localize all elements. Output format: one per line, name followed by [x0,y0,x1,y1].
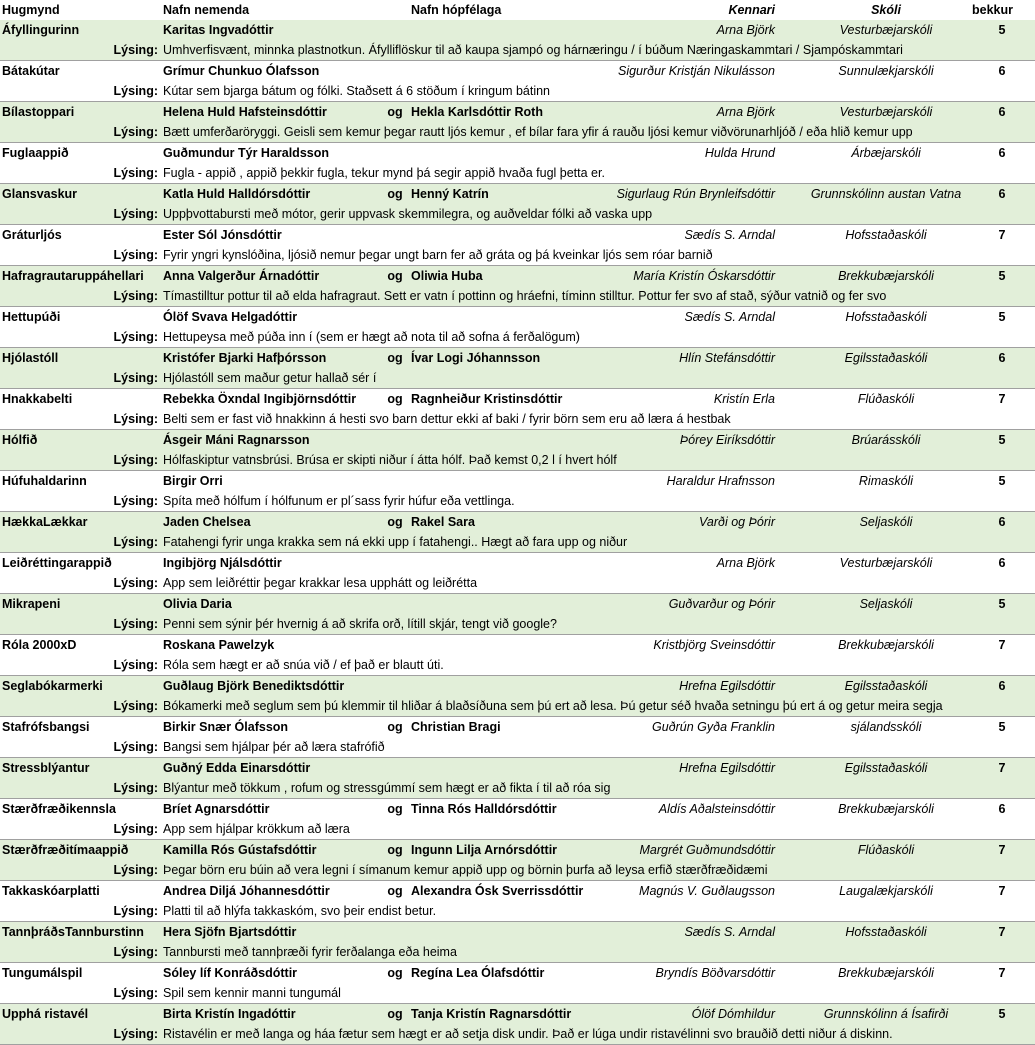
description-text: Ristavélin er með langa og háa fætur sem hægt er að setja disk undir. Það er lúga undir ristavélinni svo brauðið detti niður á diskinn. [163,1027,893,1041]
table-row [0,799,1035,840]
table-row [0,1004,1035,1045]
description-text: Belti sem er fast við hnakkinn á hesti svo barn dettur ekki af baki / fyrir börn sem eru að læra á hestbak [163,412,731,426]
description-label: Lýsing: [113,945,158,959]
table-row [0,471,1035,512]
description-text: Bætt umferðaröryggi. Geisli sem kemur þegar rautt ljós kemur , ef bílar fara yfir á rauðu ljósi kemur viðvörunarhljóð / eða hlið kemur upp [163,125,913,139]
description-text: Fatahengi fyrir unga krakka sem ná ekki upp í fatahengi.. Hægt að fara upp og niður [163,535,628,549]
teacher-name: Sigurlaug Rún Brynleifsdóttir [616,187,775,201]
description-label: Lýsing: [113,863,158,877]
description-text: Fugla - appið , appið þekkir fugla, tekur mynd þá segir appið hvaða fugl þetta er. [163,166,605,180]
school-name: Hofsstaðaskóli [845,925,927,939]
table-row [0,184,1035,225]
teacher-name: Sædís S. Arndal [684,925,775,939]
table-row [0,512,1035,553]
table-row [0,20,1035,61]
school-name: Brekkubæjarskóli [838,638,934,652]
description-label: Lýsing: [113,494,158,508]
description-text: Spíta með hólfum í hólfunum er pl´sass fyrir húfur eða vettlinga. [163,494,515,508]
header-grade: bekkur [972,3,1013,17]
student-name: Ásgeir Máni Ragnarsson [163,433,310,447]
partner-name: Tanja Kristín Ragnarsdóttir [411,1007,572,1021]
idea-name: Bílastoppari [2,105,75,119]
school-name: Grunnskólinn á Ísafirði [823,1007,949,1021]
teacher-name: Sigurður Kristján Nikulásson [617,64,775,78]
teacher-name: Magnús V. Guðlaugsson [639,884,775,898]
grade-value: 5 [998,1007,1006,1021]
student-name: Kamilla Rós Gústafsdóttir [163,843,317,857]
student-name: Guðný Edda Einarsdóttir [163,761,311,775]
idea-name: Glansvaskur [2,187,78,201]
description-text: Fyrir yngri kynslóðina, ljósið nemur þegar ungt barn fer að gráta og þá kveinkar ljós sem róar barnið [163,248,713,262]
table-row [0,389,1035,430]
idea-name: Gráturljós [2,228,62,242]
grade-value: 6 [998,556,1006,570]
description-label: Lýsing: [113,781,158,795]
student-name: Bríet Agnarsdóttir [163,802,270,816]
header-idea: Hugmynd [2,3,60,17]
school-name: Flúðaskóli [857,843,915,857]
teacher-name: Guðrún Gyða Franklin [652,720,775,734]
table-row [0,348,1035,389]
partner-name: Hekla Karlsdóttir Roth [411,105,543,119]
student-name: Birkir Snær Ólafsson [163,720,289,734]
description-label: Lýsing: [113,248,158,262]
partner-name: Oliwia Huba [411,269,483,283]
description-text: Róla sem hægt er að snúa við / ef það er blautt úti. [163,658,444,672]
description-label: Lýsing: [113,822,158,836]
grade-value: 5 [998,269,1006,283]
description-text: Þegar börn eru búin að vera legni í símanum kemur appið upp og börnin þurfa að leysa erfið stærðfræðidæmi [163,863,768,877]
school-name: Hofsstaðaskóli [845,310,927,324]
grade-value: 7 [998,966,1006,980]
table-row [0,143,1035,184]
description-text: Bangsi sem hjálpar þér að læra stafrófið [163,740,385,754]
description-label: Lýsing: [113,371,158,385]
description-text: Hettupeysa með púða inn í (sem er hægt að nota til að sofna á ferðalögum) [163,330,580,344]
description-label: Lýsing: [113,658,158,672]
header-student: Nafn nemenda [163,3,250,17]
description-label: Lýsing: [113,904,158,918]
description-text: Uppþvottabursti með mótor, gerir uppvask skemmilegra, og auðveldar fólki að vaska upp [163,207,653,221]
and-label: og [387,269,403,283]
school-name: Seljaskóli [859,597,913,611]
description-label: Lýsing: [113,166,158,180]
school-name: Brekkubæjarskóli [838,966,934,980]
school-name: Brúarásskóli [851,433,921,447]
grade-value: 6 [998,351,1006,365]
teacher-name: Sædís S. Arndal [684,310,775,324]
idea-name: Hólfið [2,433,38,447]
table-row [0,758,1035,799]
description-text: Tannbursti með tannþræði fyrir ferðalanga eða heima [163,945,457,959]
teacher-name: Þórey Eiríksdóttir [679,433,775,447]
description-text: Hólfaskiptur vatnsbrúsi. Brúsa er skipti niður í átta hólf. Það kemst 0,2 l í hvert hólf [163,453,617,467]
table-row [0,266,1035,307]
school-name: Egilsstaðaskóli [844,679,928,693]
grade-value: 6 [998,679,1006,693]
teacher-name: Hulda Hrund [704,146,775,160]
idea-name: Upphá ristavél [2,1007,89,1021]
grade-value: 7 [998,638,1006,652]
table-row [0,840,1035,881]
idea-name: HækkaLækkar [2,515,88,529]
and-label: og [387,515,403,529]
teacher-name: Bryndís Böðvarsdóttir [655,966,775,980]
partner-name: Ragnheiður Kristinsdóttir [411,392,563,406]
teacher-name: Hlín Stefánsdóttir [679,351,775,365]
teacher-name: Varði og Þórir [699,515,775,529]
teacher-name: Hrefna Egilsdóttir [679,761,775,775]
idea-name: Róla 2000xD [2,638,77,652]
idea-name: Hnakkabelti [2,392,73,406]
teacher-name: Aldís Aðalsteinsdóttir [658,802,775,816]
idea-name: Hjólastóll [2,351,59,365]
student-name: Guðmundur Týr Haraldsson [163,146,329,160]
idea-name: Leiðréttingarappið [2,556,112,570]
description-label: Lýsing: [113,535,158,549]
description-text: Blýantur með tökkum , rofum og stressgúmmí sem hægt er að fikta í til að róa sig [163,781,611,795]
student-name: Guðlaug Björk Benediktsdóttir [163,679,345,693]
student-name: Katla Huld Halldórsdóttir [163,187,311,201]
table-row [0,225,1035,266]
school-name: Seljaskóli [859,515,913,529]
teacher-name: Kristbjörg Sveinsdóttir [653,638,775,652]
grade-value: 5 [998,597,1006,611]
student-name: Ester Sól Jónsdóttir [163,228,282,242]
school-name: Egilsstaðaskóli [844,761,928,775]
school-name: Grunnskólinn austan Vatna [810,187,962,201]
partner-name: Alexandra Ósk Sverrissdóttir [411,884,584,898]
and-label: og [387,843,403,857]
student-name: Birgir Orri [163,474,223,488]
table-row [0,635,1035,676]
grade-value: 6 [998,146,1006,160]
description-text: Umhverfisvænt, minnka plastnotkun. Áfylliflöskur til að kaupa sjampó og hárnæringu / í búðum Næringaskammtari / Sjampóskammtari [163,43,903,57]
school-name: sjálandsskóli [850,720,922,734]
school-name: Brekkubæjarskóli [838,269,934,283]
partner-name: Regína Lea Ólafsdóttir [411,966,545,980]
idea-name: Húfuhaldarinn [2,474,87,488]
grade-value: 6 [998,802,1006,816]
header-row [0,0,1035,20]
description-text: App sem hjálpar krökkum að læra [163,822,350,836]
idea-name: Hettupúði [2,310,61,324]
and-label: og [387,884,403,898]
description-label: Lýsing: [113,84,158,98]
student-name: Helena Huld Hafsteinsdóttir [163,105,327,119]
student-name: Sóley líf Konráðsdóttir [163,966,298,980]
teacher-name: Margrét Guðmundsdóttir [639,843,775,857]
idea-name: Tungumálspil [2,966,83,980]
description-text: Penni sem sýnir þér hvernig á að skrifa orð, lítill skjár, tengt við google? [163,617,557,631]
student-name: Rebekka Öxndal Ingibjörnsdóttir [163,392,357,406]
school-name: Flúðaskóli [857,392,915,406]
student-name: Hera Sjöfn Bjartsdóttir [163,925,297,939]
table-row [0,307,1035,348]
school-name: Vesturbæjarskóli [839,23,933,37]
and-label: og [387,802,403,816]
school-name: Vesturbæjarskóli [839,556,933,570]
partner-name: Ingunn Lilja Arnórsdóttir [411,843,558,857]
idea-name: Hafragrautaruppáhellari [2,269,144,283]
student-name: Kristófer Bjarki Hafþórsson [163,351,327,365]
grade-value: 6 [998,187,1006,201]
description-label: Lýsing: [113,207,158,221]
grade-value: 7 [998,228,1006,242]
table-row [0,102,1035,143]
grade-value: 7 [998,884,1006,898]
student-name: Ingibjörg Njálsdóttir [163,556,282,570]
student-name: Olivia Daria [163,597,232,611]
school-name: Laugalækjarskóli [839,884,933,898]
school-name: Árbæjarskóli [851,146,921,160]
and-label: og [387,187,403,201]
school-name: Egilsstaðaskóli [844,351,928,365]
table-row [0,717,1035,758]
partner-name: Rakel Sara [411,515,475,529]
partner-name: Henný Katrín [411,187,489,201]
partner-name: Ívar Logi Jóhannsson [411,351,541,365]
grade-value: 7 [998,925,1006,939]
description-text: Hjólastóll sem maður getur hallað sér í [163,371,377,385]
description-label: Lýsing: [113,617,158,631]
description-text: Spil sem kennir manni tungumál [163,986,341,1000]
teacher-name: María Kristín Óskarsdóttir [633,269,775,283]
teacher-name: Hrefna Egilsdóttir [679,679,775,693]
table-row [0,430,1035,471]
description-label: Lýsing: [113,453,158,467]
idea-name: Takkaskóarplatti [2,884,100,898]
student-name: Andrea Diljá Jóhannesdóttir [163,884,330,898]
description-label: Lýsing: [113,1027,158,1041]
table-row [0,963,1035,1004]
description-label: Lýsing: [113,576,158,590]
and-label: og [387,392,403,406]
table-row [0,553,1035,594]
teacher-name: Arna Björk [716,23,775,37]
table-row [0,676,1035,717]
header-group: Nafn hópfélaga [411,3,502,17]
student-name: Anna Valgerður Árnadóttir [163,269,320,283]
entries-list [0,20,1035,1045]
idea-name: Seglabókarmerki [2,679,103,693]
school-name: Hofsstaðaskóli [845,228,927,242]
idea-name: Stressblýantur [2,761,90,775]
grade-value: 7 [998,843,1006,857]
and-label: og [387,966,403,980]
table-row [0,61,1035,102]
idea-name: Bátakútar [2,64,60,78]
grade-value: 5 [998,720,1006,734]
student-name: Grímur Chunkuo Ólafsson [163,64,320,78]
school-name: Vesturbæjarskóli [839,105,933,119]
description-label: Lýsing: [113,330,158,344]
description-text: Tímastilltur pottur til að elda hafragraut. Sett er vatn í pottinn og hráefni, tíminn stilltur. Pottur fer svo af stað, sýður vatnið og fer svo [163,289,887,303]
school-name: Rimaskóli [858,474,914,488]
grade-value: 5 [998,23,1006,37]
grade-value: 6 [998,64,1006,78]
student-name: Karitas Ingvadóttir [163,23,274,37]
table-row [0,881,1035,922]
and-label: og [387,105,403,119]
grade-value: 5 [998,474,1006,488]
teacher-name: Arna Björk [716,105,775,119]
school-name: Sunnulækjarskóli [838,64,934,78]
grade-value: 5 [998,310,1006,324]
partner-name: Christian Bragi [411,720,501,734]
teacher-name: Arna Björk [716,556,775,570]
student-name: Roskana Pawelzyk [163,638,275,652]
description-label: Lýsing: [113,740,158,754]
idea-name: Stærðfræðikennsla [2,802,116,816]
partner-name: Tinna Rós Halldórsdóttir [411,802,557,816]
table-row [0,594,1035,635]
and-label: og [387,720,403,734]
teacher-name: Sædís S. Arndal [684,228,775,242]
school-name: Brekkubæjarskóli [838,802,934,816]
and-label: og [387,1007,403,1021]
idea-name: Fuglaappið [2,146,69,160]
idea-name: TannþráðsTannburstinn [2,925,144,939]
idea-name: Áfyllingurinn [2,23,80,37]
description-text: App sem leiðréttir þegar krakkar lesa upphátt og leiðrétta [163,576,478,590]
description-label: Lýsing: [113,289,158,303]
description-text: Bókamerki með seglum sem þú klemmir til hliðar á blaðsíðuna sem þú ert að lesa. Þú getur séð hvaða setningu þú ert á og getur meira segja [163,699,943,713]
table-row [0,922,1035,963]
idea-name: Stærðfræðitímaappið [2,843,129,857]
teacher-name: Haraldur Hrafnsson [666,474,775,488]
teacher-name: Kristín Erla [713,392,775,406]
teacher-name: Ólöf Dómhildur [691,1007,775,1021]
idea-name: Stafrófsbangsi [2,720,90,734]
grade-value: 7 [998,761,1006,775]
grade-value: 7 [998,392,1006,406]
student-name: Jaden Chelsea [163,515,251,529]
description-label: Lýsing: [113,699,158,713]
student-name: Birta Kristín Ingadóttir [163,1007,296,1021]
description-label: Lýsing: [113,986,158,1000]
description-label: Lýsing: [113,125,158,139]
and-label: og [387,351,403,365]
grade-value: 5 [998,433,1006,447]
teacher-name: Guðvarður og Þórir [668,597,775,611]
description-label: Lýsing: [113,43,158,57]
description-label: Lýsing: [113,412,158,426]
header-school: Skóli [871,3,901,17]
idea-name: Mikrapeni [2,597,61,611]
student-name: Ólöf Svava Helgadóttir [163,310,298,324]
description-text: Platti til að hlýfa takkaskóm, svo þeir endist betur. [163,904,437,918]
grade-value: 6 [998,105,1006,119]
header-teacher: Kennari [728,3,775,17]
description-text: Kútar sem bjarga bátum og fólki. Staðsett á 6 stöðum í kringum bátinn [163,84,551,98]
grade-value: 6 [998,515,1006,529]
